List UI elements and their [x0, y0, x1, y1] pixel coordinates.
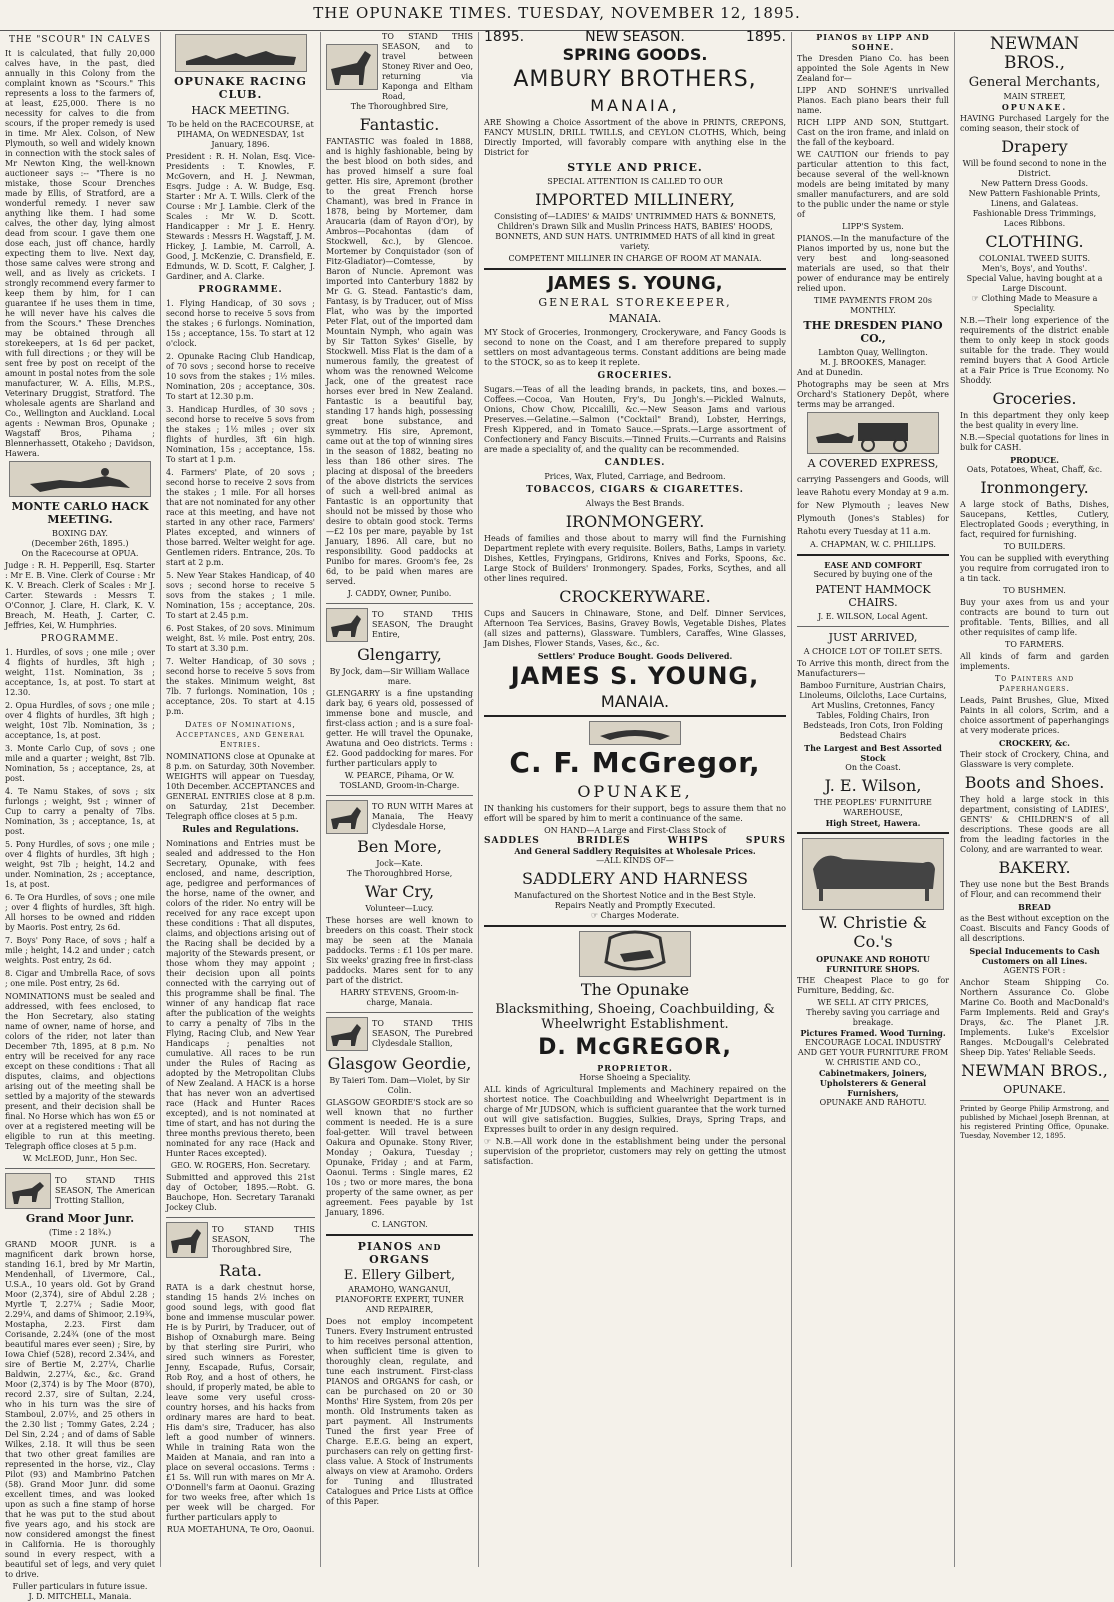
fant-signature: J. CADDY, Owner, Punibo.	[347, 589, 452, 598]
on-coast: On the Coast.	[845, 763, 901, 772]
drapery-body: Will be found second to none in the District.	[962, 159, 1107, 178]
wc-city-prices: WE SELL AT CITY PRICES,	[817, 998, 929, 1007]
wc-encourage: ENCOURAGE LOCAL INDUSTRY AND GET YOUR FURNITURE FROM	[797, 1038, 949, 1057]
bushmen-body: Buy your axes from us and your contracts are bound to turn out profitable. Tents, Billies, and all other requisites of camp life.	[960, 598, 1109, 637]
wc-cheapest: THE Cheapest Place to go for Furniture, Bedding, &c.	[797, 976, 949, 995]
boots-head: Boots and Shoes.	[964, 773, 1105, 792]
glen-body: GLENGARRY is a fine upstanding dark bay, 6 years old, possessed of immense bone and muscle, and first-class action ; and is a sure foal-getter. He will travel the Opunake, Awatuna and Oeo districts. Terms : £2. Good paddocking for mares. For further particulars apply to	[326, 689, 473, 768]
produce-body: Oats, Potatoes, Wheat, Chaff, &c.	[966, 465, 1103, 474]
programme-item: 1. Hurdles, of sovs ; one mile ; over 4 flights of hurdles, 3ft high ; weight, 11st. Nomination, 3s ; acceptance, 1s, at post. To start at 12.30.	[5, 648, 155, 697]
piano-head: PIANOS by LIPP AND SOHNE.	[816, 32, 930, 52]
clothing-suits: COLONIAL TWEED SUITS.	[979, 254, 1090, 263]
clothing-head: CLOTHING.	[985, 232, 1084, 251]
glen-stand: TO STAND THIS SEASON, The Draught Entire,	[372, 610, 473, 639]
lipp-sohne: LIPP AND SOHNE'S unrivalled Pianos. Each piano bears their full name.	[797, 86, 949, 115]
ambury-body: ARE Showing a Choice Assortment of the above in PRINTS, CREPONS, FANCY MUSLIN, DRILL TWILLS, and CEYLON CLOTHS, Which, being Directly Imported, will favorably compare with anything else in the District for	[484, 118, 786, 157]
gm-fuller: Fuller particulars in future issue.	[12, 1582, 148, 1591]
ben-stand: TO RUN WITH Mares at Manaia, The Heavy Clydesdale Horse,	[372, 802, 473, 831]
programme-item: 2. Opua Hurdles, of sovs ; one mile ; over 4 flights of hurdles, 3ft high ; weight, 10st 7lb. Nomination, 3s ; acceptance, 1s, at post.	[5, 701, 155, 740]
bakery-body: They use none but the Best Brands of Flour, and can recommend their	[960, 880, 1109, 899]
cfm-item-spurs: SPURS	[745, 836, 786, 846]
hack-held: To be held on the RACECOURSE, at PIHAMA, On WEDNESDAY, 1st January, 1896.	[167, 120, 314, 149]
programme-item: 4. Te Namu Stakes, of sovs ; six furlongs ; weight, 9st ; winner of Cup to carry a penalty of 7lbs. Nomination, 3s ; acceptance, 1s, at post.	[5, 787, 155, 836]
hack-programme-item: 5. New Year Stakes Handicap, of 40 sovs ; second horse to receive 5 sovs from the stakes ; 1 mile. Nomination, 15s ; acceptance, 20s. To start at 2.45 p.m.	[166, 571, 315, 620]
furniture-list: Bamboo Furniture, Austrian Chairs, Linoleums, Oilcloths, Lace Curtains, Art Muslins, Cretonnes, Fancy Tables, Folding Chairs, Iron Bedsteads, Iron Cots, Iron Folding Bedstead Chairs	[799, 681, 947, 740]
war-by: Volunteer—Lucy.	[365, 904, 434, 913]
ironmongery-head: Ironmongery.	[980, 478, 1089, 497]
tobacco-body: Always the Best Brands.	[585, 499, 685, 508]
toilet-sets: A CHOICE LOT OF TOILET SETS.	[803, 647, 943, 656]
hack-programme-title: PROGRAMME.	[198, 285, 283, 295]
hack-programme-item: 4. Farmers' Plate, of 20 sovs ; second horse to receive 2 sovs from the stakes ; 1 mile. For all horses that are not nominated for any other race at this meeting, and have not started in any other race, Farmers' Plates excepted, and winners of those barred. Welter weight for age. Gentlemen riders. Entrance, 20s. To start at 2 p.m.	[166, 468, 316, 567]
bakery-head: BAKERY.	[998, 858, 1071, 877]
ease-by: Secured by buying one of the	[813, 570, 933, 579]
glen-name: Glengarry,	[357, 645, 442, 664]
bs-sub: Blacksmithing, Shoeing, Coachbuilding, & Wheelwright Establishment.	[495, 1002, 775, 1032]
just-arrived: JUST ARRIVED,	[828, 631, 918, 644]
rules-body: Nominations and Entries must be sealed and addressed to the Hon Secretary, Opunake, with fees enclosed, and name, description, age, pedigree and performances of the horse, name of the owner, and colors of the rider. No entry will be received for any race except upon these conditions : That all disputes, claims, and objections arising out of the Racing shall be decided by a majority of the Stewards present, or those whom they may appoint ; their decision upon all points connected with the carrying out of this programme shall be final. The winner of any handicap flat race after the publication of the weights to carry a penalty of 7lbs in the Flying, Racing Club, and New Year Handicaps ; penalties not cumulative. All races to be run under the Rules of Racing as adopted by the Metropolitan Clubs of New Zealand. A HACK is a horse that has never won an advertised race (Hack and Hunter Races excepted), and is not nominated at time of start, and has not during the three months previous thereto, been nominated for any race (Hack and Hunter Races excepted).	[166, 839, 315, 1158]
pianos-head: PIANOS and ORGANS	[357, 1240, 442, 1266]
cfm-saddlery-harness: SADDLERY AND HARNESS	[521, 869, 749, 888]
tobacco-head: TOBACCOS, CIGARS & CIGARETTES.	[526, 485, 744, 495]
ease-comfort: EASE AND COMFORT	[824, 560, 922, 570]
cfm-repairs: Repairs Neatly and Promptly Executed.	[554, 901, 716, 910]
gm-name: Grand Moor Junr.	[25, 1212, 135, 1225]
largest-stock: The Largest and Best Assorted Stock	[804, 743, 942, 763]
drapery-head: Drapery	[1001, 137, 1068, 156]
nb2-town: OPUNAKE.	[1003, 1083, 1066, 1096]
cfm-item-bridles: BRIDLES	[576, 836, 631, 846]
jew-address: High Street, Hawera.	[825, 818, 921, 828]
style-and-price: STYLE AND PRICE.	[567, 161, 703, 174]
fant-body: FANTASTIC was foaled in 1888, and is highly fashionable, being by the best blood on both sides, and has proved himself a sure foal getter. His sire, Apremont (brother to the great French horse Chamant), was bred in France in 1878, being by Mortemer, dam Araucaria (dam of Rayon d'Or), by Ambros—Pocahontas (dam of Stockwell, &c.), by Glencoe. Mortemer by Conquistador (son of Fitz-Gladiator)—Comtesse, by Baron of Nuncie. Apremont was imported into Canterbury 1882 by Mr G. G. Stead. Fantastic's dam, Fantasy, is by Traducer, out of Miss Flat, who was by the imported Peter Flat, out of the imported dam Mountain Nymph, who again was by Sir Tatton Sykes' Giselle, by Stockwell. Miss Flat is the dam of a numerous family, the greatest of whom was the renowned Welcome Jack, one of the greatest race horses ever bred in New Zealand. Fantastic is a beautiful bay, standing 17 hands high, possessing great bone substance, and symmetry. His sire, Apremont, came out at the top of winning sires in the season of 1882, beating no less than 186 other sires. The placing at disposal of the breeders of the above districts the services of such a well-bred animal as Fantastic is an opportunity that should not be missed by those who desire to obtain good stock. Terms—£2 10s per mare, payable by 1st January, 1896. All care, but no responsibility. Good paddocks at Punibo for mares. Groom's fee, 2s 6d, to be paid when mares are served.	[326, 137, 473, 586]
mc-venue: On the Racecourse at OPUA.	[21, 549, 139, 558]
ee-name: E. Ellery Gilbert,	[343, 1268, 456, 1283]
wc-town: OPUNAKE AND RAHOTU.	[819, 1098, 927, 1107]
cfm-manufactured: Manufactured on the Shortest Notice and in the Best Style.	[514, 891, 756, 900]
rules-head: Rules and Regulations.	[182, 825, 299, 835]
farmers-head: TO FARMERS.	[1005, 640, 1064, 649]
new-season: NEW SEASON.	[585, 29, 685, 45]
special-inducements: Special Inducements to Cash Customers on all Lines.	[969, 946, 1100, 966]
nb-experience: N.B.—Their long experience of the requirements of the district enable them to only keep in stock goods suitable for the trade. They would remind buyers that A Good Article at a Fair Price is True Economy. No Shoddy.	[960, 316, 1109, 385]
war-signature: HARRY STEVENS, Groom-in-charge, Manaia.	[340, 988, 459, 1007]
rata-stand: TO STAND THIS SEASON, The Thoroughbred Sire,	[212, 1225, 315, 1254]
nb2-name: NEWMAN BROS.,	[961, 1061, 1108, 1080]
dmc-name: D. McGREGOR,	[538, 1035, 732, 1060]
racehorse-jockey-illustration	[9, 461, 151, 497]
painters-head: To Painters and Paperhangers.	[994, 674, 1075, 693]
hack-officials: President : R. H. Nolan, Esq. Vice-Presidents : T. Knowles, F. McGovern, and H. J. Newman, Esqrs. Judge : A. W. Budge, Esq. Starter : Mr A. T. Wills. Clerk of the Course : Mr J. Lambie. Clerk of the Scales : Mr W. D. Scott. Handicapper : Mr J. E. Henry. Stewards : Messrs H. Wagstaff, J. M. Hickey, J. Lambie, M. Carroll, A. Good, J. McKenzie, C. Dransfield, E. Edmunds, W. D. Scott, F. Calgher, J. Gardiner, and A. Clarke.	[166, 152, 315, 281]
nb-name: NEWMAN BROS.,	[989, 34, 1080, 73]
hack-meeting: HACK MEETING.	[191, 104, 290, 117]
jsy-title: GENERAL STOREKEEPER,	[538, 296, 732, 309]
rules-signature: GEO. W. ROGERS, Hon. Secretary.	[170, 1161, 311, 1170]
nb-intro: HAVING Purchased Largely for the coming season, their stock of	[960, 114, 1109, 133]
imported-millinery: IMPORTED MILLINERY,	[535, 190, 735, 209]
painters-body: Leads, Paint Brushes, Glue, Mixed Paints in all colors, Scrim, and a choice assortment of paperhangings at very moderate prices.	[960, 696, 1109, 735]
war-name: War Cry,	[364, 882, 435, 901]
draught-horse-icon	[326, 608, 368, 642]
hack-programme-item: 3. Handicap Hurdles, of 30 sovs ; second horse to receive 5 sovs from the stakes ; 1½ miles ; over six flights of hurdles, 3ft 6in high. Nomination, 15s ; acceptance, 15s. To start at 1 p.m.	[166, 405, 315, 464]
dmc-body: ALL kinds of Agricultural Implements and Machinery repaired on the shortest notice. The Coachbuilding and Wheelwright Department is in charge of Mr JUDSON, which is sufficient guarantee that the work turned out will give satisfaction. Buggies, Sulkies, Drays, Spring Traps, and Expresses built to order in any design required.	[484, 1085, 786, 1134]
drapery-item: New Pattern Dress Goods.	[980, 179, 1089, 188]
year-left: 1895.	[484, 29, 525, 45]
scour-title: THE "SCOUR" IN CALVES	[8, 35, 152, 45]
jew-name: J. E. Wilson,	[824, 776, 922, 795]
gg-name: Glasgow Geordie,	[327, 1054, 472, 1073]
ambury-brothers: AMBURY BROTHERS,	[513, 67, 757, 92]
cfm-item-whips: WHIPS	[667, 836, 709, 846]
sofa-illustration	[802, 838, 944, 910]
programme-title: PROGRAMME.	[40, 634, 120, 644]
cfm-hand: ON HAND—A Large and First-Class Stock of	[544, 826, 726, 835]
ironmongery-head: IRONMONGERY.	[565, 512, 705, 531]
gg-by: By Taieri Tom. Dam—Violet, by Sir Colin.	[329, 1076, 470, 1095]
programme-item: 5. Pony Hurdles, of sovs ; one mile ; over 4 flights of hurdles, 3ft high ; weight, 9st 7lb ; height, 14.2 and under. Nomination, 2s ; acceptance, 1s, at post.	[5, 840, 155, 889]
ee-place: ARAMOHO, WANGANUI,	[348, 1285, 451, 1294]
coach-illustration	[807, 412, 939, 454]
bs-title: The Opunake	[580, 980, 690, 999]
column-1	[0, 32, 160, 1601]
column-6	[954, 32, 1114, 1567]
caution: WE CAUTION our friends to pay particular attention to this fact, because several of the well-known models are being imitated by many smaller manufacturers, and are sold to the public under the name or style of	[797, 150, 949, 219]
hack-programme-item: 2. Opunake Racing Club Handicap, of 70 sovs ; second horse to receive 10 sovs from the stakes ; 1½ miles. Nomination, 20s ; acceptance, 30s. To start at 12.30 p.m.	[166, 352, 315, 401]
fant-stand: TO STAND THIS SEASON, and to travel between Stoney River and Oeo, returning via Kaponga and Eltham Road,	[382, 32, 473, 101]
crockery-body: Their stock of Crockery, China, and Glassware is very complete.	[960, 750, 1109, 769]
hack-programme-item: 7. Welter Handicap, of 30 sovs ; second horse to receive 5 sovs from the stakes. Minimum weight, 8st 7lb. 7 furlongs. Nomination, 10s ; acceptance, 20s. To start at 4.15 p.m.	[166, 657, 315, 716]
hammock-agent: J. E. WILSON, Local Agent.	[818, 612, 928, 621]
drapery-item: New Pattern Fashionable Prints, Linens, and Galateas.	[968, 189, 1101, 208]
special-attention: SPECIAL ATTENTION IS CALLED TO OUR	[547, 177, 723, 186]
year-right: 1895.	[745, 29, 786, 45]
express-body: carrying Passengers and Goods, will leave Rahotu every Monday at 9 a.m. for New Plymouth ; leaves New Plymouth (Jones's Stables) for Rahotu every Tuesday at 11 a.m.	[797, 475, 949, 536]
jsy-name: JAMES S. YOUNG,	[547, 273, 723, 294]
rich-lipp: RICH LIPP AND SON, Stuttgart. Cast on the iron frame, and inlaid on the fall of the keyboard.	[797, 118, 949, 147]
dunedin: And at Dunedin.	[797, 368, 863, 377]
nb-general-merchants: General Merchants,	[968, 75, 1101, 90]
cfm-body: IN thanking his customers for their support, begs to assure them that no effort will be spared by him to merit a continuance of the same.	[484, 804, 786, 823]
mc-signature: W. McLEOD, Junr., Hon Sec.	[22, 1154, 138, 1163]
horse-icon	[326, 44, 378, 90]
time-payments: TIME PAYMENTS FROM 20s MONTHLY.	[814, 296, 932, 315]
mc-officials: Judge : R. H. Pepperill, Esq. Starter : Mr E. B. Vine. Clerk of Course : Mr K. V. Breach. Clerk of Scales : Mr J. Carter. Stewards : Messrs T. O'Connor, J. Clare, H. Clark, K. V. Breach, M. Heath, J. Carter, C. Jeffries, Kei, W. Humphries.	[5, 561, 155, 630]
race-finish-illustration	[175, 34, 307, 72]
club-name: OPUNAKE RACING CLUB.	[174, 75, 307, 101]
nominations-notice: NOMINATIONS must be sealed and addressed, with fees enclosed, to the Hon Secretary, also stating name of owner, name of horse, and colors of the rider, not later than December 7th, 1895, at 8 p.m. No entry will be received for any race except on these conditions : That all disputes, claims, and objections arising out of the meeting shall be settled by a majority of the stewards present, and their decision shall be final. No Horse which has won £5 or over at a registered meeting will be eligible to run at this meeting. Telegraph office closes at 5 p.m.	[5, 992, 155, 1151]
war-body: These horses are well known to breeders on this coast. Their stock may be seen at the Manaia paddocks. Terms : £1 10s per mare. Six weeks' grazing free in first-class paddocks. Mares sent for to any part of the district.	[326, 916, 473, 985]
cfm-name: C. F. McGregor,	[509, 746, 761, 779]
cfm-charges: ☞ Charges Moderate.	[590, 911, 680, 920]
dresden-address: Lambton Quay, Wellington.	[818, 348, 928, 357]
programme-item: 7. Boys' Pony Race, of sovs ; half a mile ; height, 14.2 and under ; catch weights. Post entry, 2s 6d.	[5, 936, 155, 965]
rata-signature: RUA MOETAHUNA, Te Oro, Oaonui.	[166, 1525, 315, 1534]
clothing-value: Special Value, having bought at a Large Discount.	[966, 274, 1103, 293]
milliner-note: COMPETENT MILLINER IN CHARGE OF ROOM AT MANAIA.	[508, 254, 762, 263]
agents-head: AGENTS FOR :	[1003, 966, 1066, 975]
rules-approved: Submitted and approved this 21st day of October, 1895.—Robt. G. Bauchope, Hon. Secretary Taranaki Jockey Club.	[166, 1173, 315, 1212]
piano-intro: The Dresden Piano Co. has been appointed the Sole Agents in New Zealand for—	[797, 54, 949, 83]
column-5	[791, 32, 954, 1567]
ee-body: Does not employ incompetent Tuners. Every Instrument entrusted to him receives personal attention, when sufficient time is given to thoroughly clean, regulate, and tune each instrument. First-class PIANOS and ORGANS for cash, or can be purchased on 20 or 30 Months' Hire System, from 20s per month. Old Instruments taken as part payment. All Instruments Tuned the first year Free of Charge. E.E.G. being an expert, purchasers can rely on getting first-class value. A Stock of Instruments always on view at Aramoho. Orders for Tuning and Illustrated Catalogues and Price Lists at Office of this Paper.	[326, 1317, 473, 1506]
boots-body: They hold a large stock in this department, consisting of LADIES', GENTS' & CHILDREN'S of all descriptions. These goods are all from the leading factories in the Colony, and are warranted to wear.	[960, 795, 1109, 854]
gm-time: (Time : 2 18¾.)	[48, 1228, 112, 1237]
groceries-body: In this department they only keep the best quality in every line.	[960, 411, 1109, 430]
candles-head: CANDLES.	[604, 458, 666, 468]
millinery-body: Consisting of—LADIES' & MAIDS' UNTRIMMED HATS & BONNETS, Children's Drawn Silk and Muslin Princess HATS, BABIES' HOODS, BONNETS, AND SUN HATS. UNTRIMMED HATS of all kind in great variety.	[494, 212, 776, 251]
groceries-body: Sugars.—Teas of all the leading brands, in packets, tins, and boxes.—Coffees.—Cocoa, Van Houten, Fry's, Du Jongh's.—Pickled Walnuts, Onions, Chow Chow, Piccalilli, &c.—New Season Jams and various Preserves.—Gelatine.—Salmon ("Cocktail" Brand), Lobster, Herrings, Fresh Kippered, and in Tomato Sauce.—Sprats.—Large assortment of Confectionery and Fancy Biscuits.—Tinned Fruits.—Currants and Raisins are made a speciality of, and the quality can be recommended.	[484, 385, 786, 454]
dresden-name: THE DRESDEN PIANO CO.,	[803, 319, 943, 345]
wc-name: W. Christie & Co.'s	[819, 913, 927, 951]
column-4	[478, 29, 791, 1567]
bread-body: as the Best without exception on the Coast. Biscuits and Fancy Goods of all descriptions.	[960, 914, 1109, 943]
jsy-body: MY Stock of Groceries, Ironmongery, Crockeryware, and Fancy Goods is second to none on the Coast, and I am therefore prepared to supply settlers on most advantageous terms. Constant additions are being made to the STOCK, so as to keep it replete.	[484, 328, 786, 367]
cfm-kinds: —ALL KINDS OF—	[596, 856, 674, 865]
gm-stand: TO STAND THIS SEASON, The American Trotting Stallion,	[55, 1176, 155, 1205]
dmc-shoeing: Horse Shoeing a Speciality.	[579, 1073, 691, 1082]
builders-head: TO BUILDERS.	[1003, 542, 1066, 551]
gg-stand: TO STAND THIS SEASON, The Purebred Clydesdale Stallion,	[372, 1019, 473, 1048]
gg-body: GLASGOW GEORDIE'S stock are so well known that no further comment is needed. He is a sure foal-getter. Will travel between Oakura and Opunake. Stony River, Monday ; Oakura, Tuesday ; Opunake, Friday ; and at Farm, Oaonui. Terms : Single mares, £2 10s ; two or more mares, the bona property of the same owner, as per agreement. Fees payable by 1st January, 1896.	[326, 1098, 473, 1217]
produce-head: PRODUCE.	[1010, 455, 1059, 465]
stallion-icon	[326, 1017, 368, 1051]
ironmongery-body: Heads of families and those about to marry will find the Furnishing Department replete with every requisite. Boilers, Baths, Lamps in variety. Dishes, Kettles, Fryingpans, Gridirons, Knives and Forks, Spoons, &c. Large Stock of Builders' Ironmongery. Spades, Forks, Scythes, and all other lines required.	[484, 534, 786, 583]
drapery-item: Fashionable Dress Trimmings, Laces Ribbons.	[972, 209, 1097, 228]
rata-name: Rata.	[218, 1261, 262, 1280]
settlers-produce: Settlers' Produce Bought. Goods Delivered.	[537, 651, 733, 661]
programme-item: 8. Cigar and Umbrella Race, of sovs ; one mile. Post entry, 2s 6d.	[5, 969, 155, 988]
builders-body: You can be supplied with everything you require from corrugated iron to a tin tack.	[960, 554, 1109, 583]
rata-body: RATA is a dark chestnut horse, standing 15 hands 2½ inches on good sound legs, with good flat bone and immense muscular power. He is by Puriri, by Traducer, out of Bishop of Oxnaburgh mare. Being by that sterling sire Puriri, who sired such winners as Forester, Jenny, Escapade, Rufus, Corsair, Rob Roy, and a host of others, he should, if properly mated, be able to leave some very useful cross-country horses, and his hacks from ordinary mares are hard to beat. His dam's sire, Traducer, has also left a good number of winners. While in training Rata won the Maiden at Manaia, and ran into a place on several occasions. Terms : £1 5s. Will run with mares on Mr A. O'Donnell's farm at Oaonui. Grazing for two weeks free, after which 1s per week will be charged. For further particulars apply to	[166, 1283, 315, 1522]
ben-by: Jock—Kate.	[376, 859, 423, 868]
clydesdale-horse-icon	[326, 800, 368, 834]
ironmongery-body: A large stock of Baths, Dishes, Saucepans, Kettles, Cutlery, Electroplated Goods ; everything, in fact, required for furnishing.	[960, 500, 1109, 539]
spring-goods: SPRING GOODS.	[562, 45, 708, 64]
glen-by: By Jock, dam—Sir William Wallace mare.	[329, 667, 470, 686]
war-sub: The Thoroughbred Horse,	[346, 869, 453, 878]
fant-sub: The Thoroughbred Sire,	[350, 102, 449, 111]
groceries-head: GROCERIES.	[597, 371, 673, 381]
mc-date: (December 26th, 1895.)	[31, 539, 129, 548]
jsy2-town: MANAIA.	[600, 692, 670, 711]
gm-body: GRAND MOOR JUNR. is a magnificent dark brown horse, standing 16.1, bred by Mr Martin, Mendenhall, of Livermore, Cal., U.S.A., 10 years old. Got by Grand Moor (2,374), sire of Abdul 2.28 ; Myrtle T, 2.27¼ ; Sadie Moor, 2.29¼, and dams of Shimoor, 2.19¾, Mostapha, 2.23. First dam Corisande, 2.24¾ (one of the most beautiful mares ever seen) ; Sire, by Iowa Chief (528), record 2.34¼, and sire of Bertie M, 2.27¼, Charlie Baldwin, 2.27¼, &c., &c. Grand Moor (2,374) is by The Moor (870), record 2.37, sire of Sultan, 2.24, who in his turn was the sire of Stamboul, 2.07½, and 25 others in the 2.30 list ; Tommy Gates, 2.24 ; Del Sin, 2.24 ; and of dams of Sable Wilkes, 2.18. It will thus be seen that two other great families are represented in the horse, viz., Clay Pilot (93) and Mambrino Patchen (58). Grand Moor Junr. did some excellent times, and was looked upon as such a fine stamp of horse that he was put to the stud about five years ago, and his stock are now considered amongst the finest in California. He is thoroughly sound in every respect, with a beautiful set of legs, and very quiet to drive.	[5, 1240, 155, 1579]
clothing-suits-sub: Men's, Boys', and Youths'.	[981, 264, 1088, 273]
jsy2-name: JAMES S. YOUNG,	[510, 662, 760, 690]
gm-signature: J. D. MITCHELL, Manaia.	[28, 1592, 132, 1601]
programme-item: 3. Monte Carlo Cup, of sovs ; one mile and a quarter ; weight, 8st 7lb. Nomination, 5s ; acceptance, 2s, at post.	[5, 744, 155, 783]
express-signature: A. CHAPMAN, W. C. PHILLIPS.	[810, 540, 936, 549]
pianos-body: PIANOS.—In the manufacture of the Pianos imported by us, none but the very best and long-seasoned materials are used, so that their power of endurance may be entirely relied upon.	[797, 234, 949, 293]
scour-body: It is calculated, that fully 20,000 calves have, in the past, died annually in this Colony from the complaint known as "Scours." This represents a loss to the farmers of, at least, £25,000. There is no necessity for calves to die from scours, if the proper remedy is used in time. Mr Alex. Colson, of New Plymouth, so well and widely known in connection with the stock sales of Mr Newton King, the well-known auctioneer says :-- "There is no mistake, those Scour Drenches made by Ellis, of Stratford, are a wonderful remedy. I never saw anything like them. I had some calves, the other day, lying almost dead from scour. I gave them one dose each, just off chance, hardly expecting them to live. Next day, those same calves were strong and well, and as lively as crickets. I strongly recommend every farmer to keep them by him, for I can guarantee if he uses them in time, he will never have his calves die from the Scours." These Drenches may be obtained through all storekeepers, at 1s 6d per packet, with full directions ; or they will be sent free by post on receipt of the amount in postal notes from the sole manufacturer, W. A. Ellis, M.P.S., Veterinary Druggist, Stratford. The wholesale agents are Sharland and Co., Wellington and Auckland. Local agents : Newman Bros, Opunake ; Wagstaff Bros, Pihama ; Blennerhassett, Otakeho ; Davidson, Hawera.	[5, 49, 155, 458]
horse-icon	[166, 1222, 208, 1258]
bushmen-head: TO BUSHMEN.	[1003, 586, 1066, 595]
crockery-head: CROCKERYWARE.	[559, 587, 711, 606]
dates-head: Dates of Nominations, Acceptances, and General Entries.	[176, 720, 305, 749]
candles-body: Prices, Wax, Fluted, Carriage, and Bedroom.	[544, 472, 726, 481]
fant-name: Fantastic.	[359, 115, 440, 134]
photos-note: Photographs may be seen at Mrs Orchard's Stationery Depôt, where terms may be arranged.	[797, 380, 949, 409]
dmc-proprietor: PROPRIETOR.	[597, 1063, 673, 1073]
dresden-manager: M. J. BROOKES, Manager.	[819, 358, 927, 367]
masthead: THE OPUNAKE TIMES. TUESDAY, NOVEMBER 12, 1895.	[0, 0, 1114, 31]
wc-trades: Cabinetmakers, Joiners, Upholsterers & General Furnishers,	[819, 1068, 927, 1098]
ambury-town: MANAIA,	[590, 96, 680, 115]
wc-pictures: Pictures Framed. Wood Turning.	[800, 1028, 946, 1038]
farmers-body: All kinds of farm and garden implements.	[960, 652, 1109, 671]
lipps-system: LIPP'S System.	[842, 222, 904, 231]
imprint: Printed by George Philip Armstrong, and published by Michael Joseph Brennan, at his registered Printing Office, Opunake. Tuesday, November 12, 1895.	[960, 1105, 1109, 1140]
cfm-item-saddles: SADDLES	[484, 836, 540, 846]
ee-title: PIANOFORTE EXPERT, TUNER AND REPAIRER,	[335, 1295, 464, 1314]
cfm-general: And General Saddlery Requisites at Wholesale Prices.	[514, 846, 756, 856]
direct-note: To Arrive this month, direct from the Manufacturers—	[797, 659, 949, 678]
hammock-chairs: PATENT HAMMOCK CHAIRS.	[815, 583, 931, 609]
saddle-banner-illustration	[589, 721, 681, 745]
dmc-nb: ☞ N.B.—All work done in the establishment being under the personal supervision of the proprietor, customers may rely on getting the utmost satisfaction.	[484, 1137, 786, 1166]
column-3	[320, 32, 478, 1567]
glen-signature: W. PEARCE, Pihama, Or W. TOSLAND, Groom-in-Charge.	[339, 771, 460, 790]
trotting-horse-illustration	[5, 1173, 51, 1209]
mc-title: MONTE CARLO HACK MEETING.	[11, 500, 149, 526]
dates-body: NOMINATIONS close at Opunake at 8 p.m. on Saturday, 30th November. WEIGHTS will appear on Tuesday, 10th December. ACCEPTANCES and GENERAL ENTRIES close at 8 p.m. on Saturday, 21st December. Telegraph office closes at 5 p.m.	[166, 752, 315, 821]
agents-list: Anchor Steam Shipping Co. Northern Assurance Co. Globe Marine Co. Booth and MacDonald's Farm Implements. Reid and Gray's Drays, &c. The Planet J.R. Implements. Luke's Excelsior Ranges. McDougall's Celebrated Sheep Dip. Yates' Reliable Seeds.	[960, 978, 1109, 1057]
jew-sub: THE PEOPLES' FURNITURE WAREHOUSE,	[814, 798, 932, 817]
nb-street: MAIN STREET,	[1003, 92, 1066, 101]
groceries-head: Groceries.	[992, 389, 1077, 408]
wc-sub: OPUNAKE AND ROHOTU FURNITURE SHOPS.	[816, 954, 930, 974]
express-head: A COVERED EXPRESS,	[807, 457, 939, 470]
wc-company: W. CHRISTIE AND CO.,	[825, 1058, 921, 1067]
hack-programme-item: 6. Post Stakes, of 20 sovs. Minimum weight, 8st. ½ mile. Post entry, 20s. To start at 3.30 p.m.	[166, 624, 315, 653]
programme-item: 6. Te Ora Hurdles, of sovs ; one mile ; over 4 flights of hurdles, 3ft high. All horses to be owned and ridden by Maoris. Post entry, 2s 6d.	[5, 893, 155, 932]
bread-head: BREAD	[1018, 902, 1051, 912]
blacksmith-horseshoe-illustration	[579, 931, 691, 977]
ben-name: Ben More,	[357, 837, 442, 856]
hack-programme-item: 1. Flying Handicap, of 30 sovs ; second horse to receive 5 sovs from the stakes ; 6 furlongs. Nomination, 15s ; acceptance, 15s. To start at 12 o'clock.	[166, 299, 315, 348]
gg-signature: C. LANGTON.	[371, 1220, 428, 1229]
column-2	[160, 32, 320, 1567]
nb-town: OPUNAKE.	[1001, 102, 1068, 112]
crockery-head: CROCKERY, &c.	[999, 738, 1070, 748]
wc-save: Thereby saving you carriage and breakage.	[806, 1008, 940, 1027]
mc-day: BOXING DAY.	[52, 529, 108, 538]
crockery-body: Cups and Saucers in Chinaware, Stone, and Delf. Dinner Services, Afternoon Tea Services, Basins, Gravey Bowls, Vegetable Dishes, Plates (all sizes and patterns), Glassware. Tumblers, Caraffes, Wine Glasses, Jam Dishes, Flower Stands, Vases, &c., &c.	[484, 609, 786, 648]
groceries-nb: N.B.—Special quotations for lines in bulk for CASH.	[960, 433, 1109, 452]
cfm-town: OPUNAKE,	[577, 782, 693, 801]
jsy-town: MANAIA.	[608, 312, 662, 325]
clothing-measure: ☞ Clothing Made to Measure a Speciality.	[971, 294, 1098, 313]
